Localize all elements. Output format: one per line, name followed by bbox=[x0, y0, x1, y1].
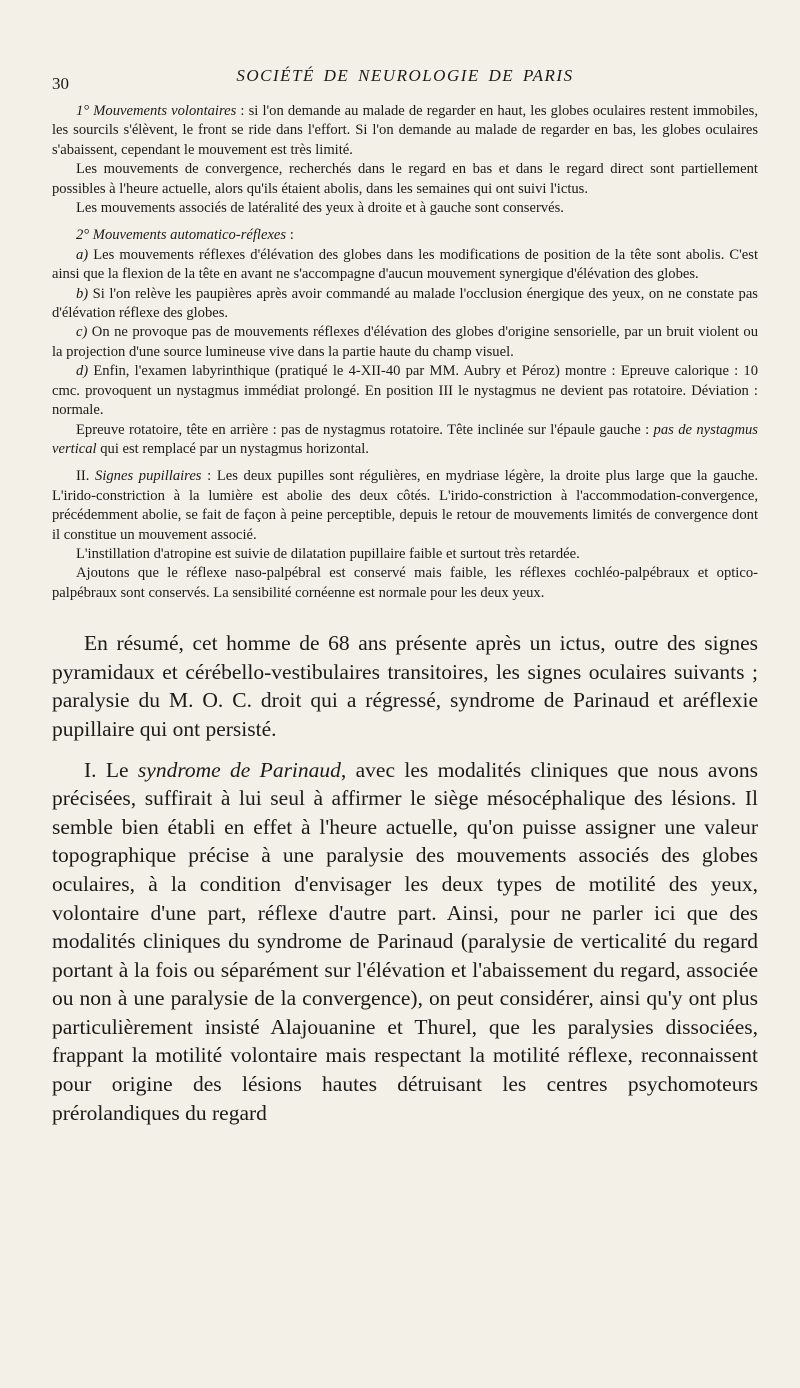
paragraph-reflex-c: c) On ne provoque pas de mouvements réflexes d'élévation des globes d'origine sensorielle, par un bruit violent ou la projection d'une source lumineuse vive dans la partie haute du champ visuel. bbox=[52, 324, 758, 360]
paragraph-convergence: Les mouvements de convergence, recherchés dans le regard en bas et dans le regard direct sont partiellement possibles à l'heure actuelle, alors qu'ils étaient abolis, dans les semaines qui ont suivi l'ictus. bbox=[52, 161, 758, 197]
heading-voluntary-movements: 1° Mouvements volontaires bbox=[76, 103, 237, 119]
case-report-section bbox=[52, 102, 758, 603]
paragraph-parinaud: I. Le syndrome de Parinaud, avec les modalités cliniques que nous avons précisées, suffirait à lui seul à affirmer le siège mésocéphalique des lésions. Il semble bien établi en effet à l'heure actuelle, qu'on puisse assigner une valeur topographique précise à une paralysie des mouvements associés des globes oculaires, à la condition d'envisager les deux types de motilité des yeux, volontaire d'une part, réflexe d'autre part. Ainsi, pour ne parler ici que des modalités cliniques du syndrome de Parinaud (paralysie de verticalité du regard portant à la fois ou séparément sur l'élévation et l'abaissement du regard, associée ou non à une paralysie de la convergence), on peut considérer, ainsi qu'y ont plus particulièrement insisté Alajouanine et Thurel, que les paralysies dissociées, frappant la motilité volontaire mais respectant la motilité réflexe, reconnaissent pour origine des lésions hautes détruisant les centres psychomoteurs prérolandiques du regard bbox=[52, 757, 758, 1125]
paragraph-reflexes: Ajoutons que le réflexe naso-palpébral est conservé mais faible, les réflexes cochléo-palpébraux et optico-palpébraux sont conservés. La sensibilité cornéenne est normale pour les deux yeux. bbox=[52, 565, 758, 601]
paragraph-laterality: Les mouvements associés de latéralité des yeux à droite et à gauche sont conservés. bbox=[76, 200, 564, 217]
paragraph-reflex-b: b) Si l'on relève les paupières après avoir commandé au malade l'occlusion énergique des yeux, on ne constate pas d'élévation réflexe des globes. bbox=[52, 285, 758, 322]
heading-reflex-movements: 2° Mouvements automatico-réflexes bbox=[76, 227, 287, 244]
page-number: 30 bbox=[52, 74, 69, 93]
paragraph-atropine: L'instillation d'atropine est suivie de dilatation pupillaire faible et surtout très retardée. bbox=[76, 545, 580, 562]
paragraph-rotatory-test: Epreuve rotatoire, tête en arrière : pas de nystagmus rotatoire. Tête inclinée sur l'épaule gauche : pas de nystagmus vertical qui est remplacé par un nystagmus horizontal. bbox=[52, 421, 758, 457]
paragraph-voluntary-movements: 1° Mouvements volontaires : si l'on demande au malade de regarder en haut, les globes oculaires restent immobiles, les sourcils s'élèvent, le front se ride dans l'effort. Si l'on demande au malade de regarder en bas, les globes oculaires s'abaissent, cependant le mouvement est très limité. bbox=[52, 103, 758, 158]
paragraph-summary: En résumé, cet homme de 68 ans présente après un ictus, outre des signes pyramidaux et cérébello-vestibulaires transitoires, les signes oculaires suivants ; paralysie du M. O. C. droit qui a régressé, syndrome de Parinaud et aréflexie pupillaire qui ont persisté. bbox=[52, 631, 758, 741]
paragraph-reflex-a: a) Les mouvements réflexes d'élévation des globes dans les modifications de position de la tête sont abolis. C'est ainsi que la flexion de la tête en avant ne s'accompagne d'aucun mouvement synergique d'élévation des globes. bbox=[52, 246, 758, 283]
discussion-section bbox=[52, 629, 758, 1127]
page bbox=[52, 66, 758, 1127]
page-header bbox=[52, 66, 758, 96]
paragraph-reflex-heading: 2° Mouvements automatico-réflexes : bbox=[76, 227, 294, 244]
term-parinaud-syndrome: syndrome de Parinaud bbox=[137, 757, 341, 782]
heading-pupillary-signs: Signes pupillaires bbox=[95, 468, 202, 485]
running-head: SOCIÉTÉ DE NEUROLOGIE DE PARIS bbox=[236, 66, 574, 85]
paragraph-pupillary-signs: II. Signes pupillaires : Les deux pupilles sont régulières, en mydriase légère, la droite plus large que la gauche. L'irido-constriction à la lumière est abolie des deux côtés. L'irido-constriction à l'accommodation-convergence, précédemment abolie, se fait de façon à peine perceptible, depuis le retour de mouvements limités de convergence dont il constitue un mouvement associé. bbox=[52, 468, 758, 543]
paragraph-reflex-d: d) Enfin, l'examen labyrinthique (pratiqué le 4-XII-40 par MM. Aubry et Péroz) montre : Epreuve calorique : 10 cmc. provoquent un nystagmus immédiat prolongé. En position III le nystagmus ne devient pas rotatoire. Déviation : normale. bbox=[52, 363, 758, 419]
